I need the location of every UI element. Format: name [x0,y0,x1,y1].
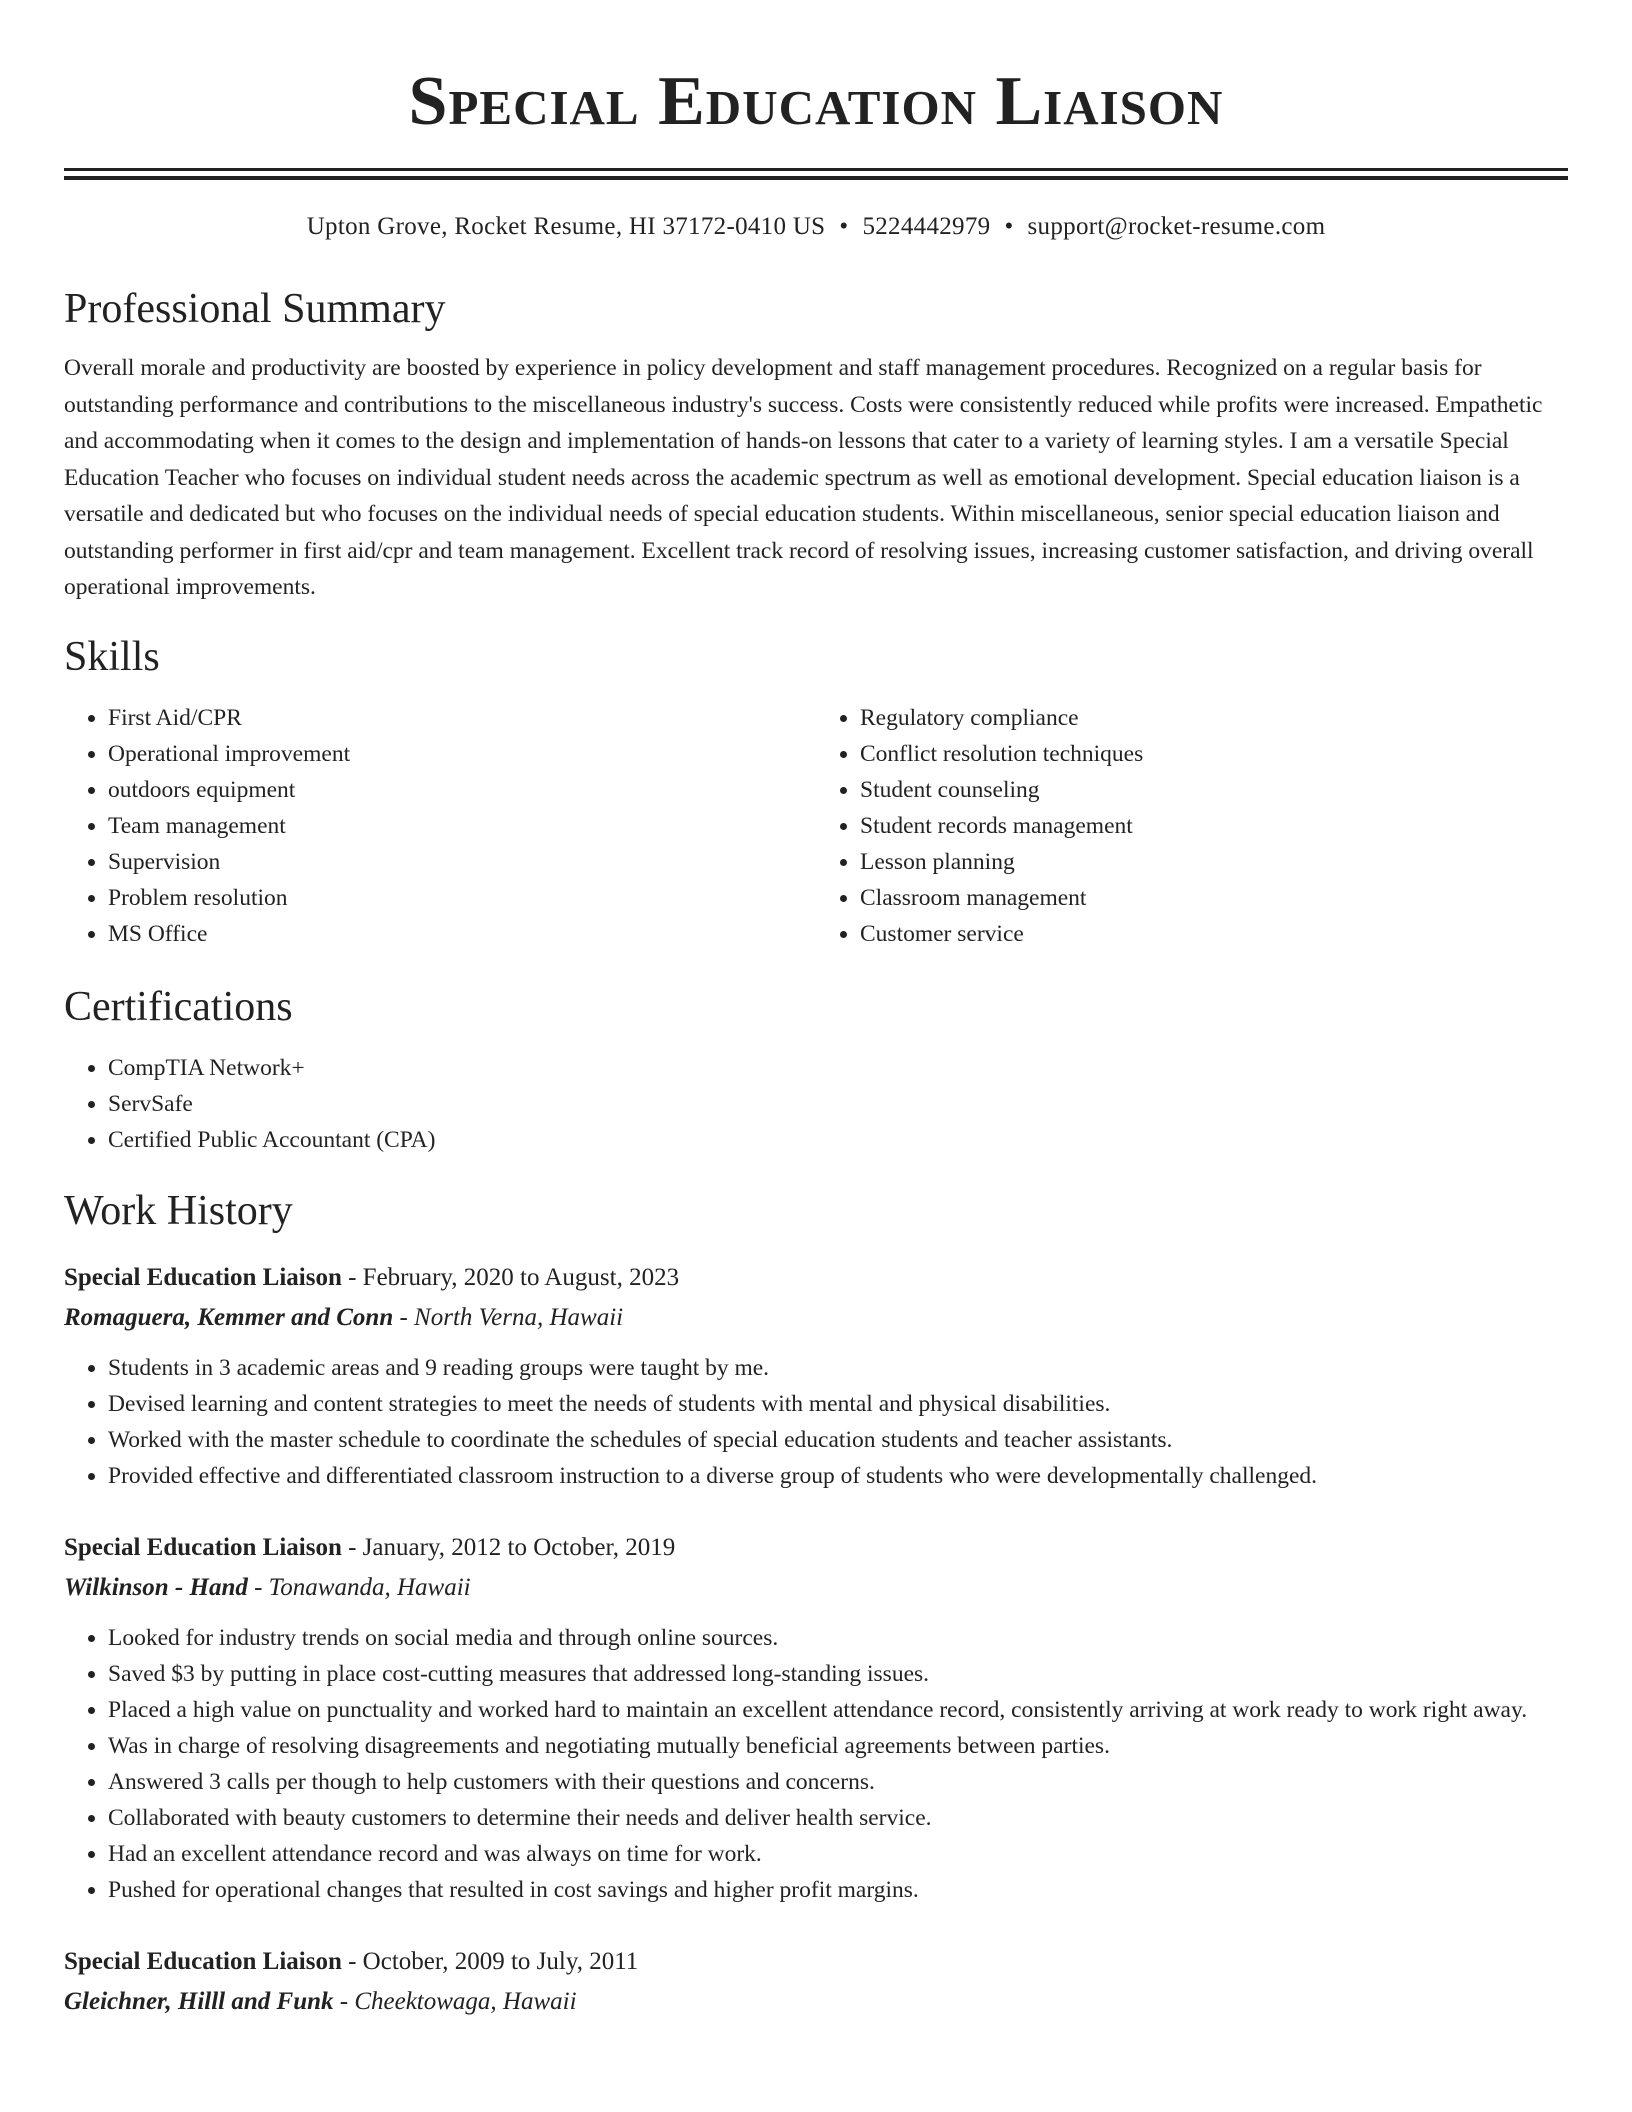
job-location: - North Verna, Hawaii [393,1303,624,1331]
job-bullets [64,1620,1568,1908]
job-bullets [64,1350,1568,1494]
skills-list-right [816,700,1568,952]
job-entry [64,1942,1568,2022]
job-company: Gleichner, Hilll and Funk [64,1987,334,2015]
job-bullet: • Students in 3 academic areas and 9 reading groups were taught by me. [108,1350,1568,1386]
section-heading-work-history: Work History [64,1187,293,1234]
job-entry [64,1258,1568,1494]
skill-item: • Lesson planning [860,844,1568,880]
job-company-line [64,1568,1568,1608]
skill-item: • Student records management [860,808,1568,844]
job-company: Wilkinson - Hand [64,1573,248,1601]
skill-item: • Supervision [108,844,816,880]
section-heading-skills: Skills [64,633,160,680]
job-title-line [64,1258,1568,1298]
job-dates: - February, 2020 to August, 2023 [341,1263,680,1291]
certifications-list [64,1050,1568,1158]
header-divider [64,168,1568,180]
contact-separator: • [839,213,849,240]
job-bullet: • Looked for industry trends on social media and through online sources. [108,1620,1568,1656]
certification-item: • ServSafe [108,1086,1568,1122]
job-title: Special Education Liaison [64,1533,342,1561]
skills-columns [64,700,1568,952]
section-heading-certifications: Certifications [64,983,293,1030]
job-bullet: • Was in charge of resolving disagreements and negotiating mutually beneficial agreements between parties. [108,1728,1568,1764]
job-location: - Tonawanda, Hawaii [247,1573,471,1601]
skill-item: • Operational improvement [108,736,816,772]
job-title-line [64,1528,1568,1568]
job-bullet: • Placed a high value on punctuality and worked hard to maintain an excellent attendance record, consistently arriving at work ready to work right away. [108,1692,1568,1728]
job-bullet: • Worked with the master schedule to coordinate the schedules of special education students and teacher assistants. [108,1422,1568,1458]
job-company: Romaguera, Kemmer and Conn [64,1303,394,1331]
job-bullet: • Had an excellent attendance record and was always on time for work. [108,1836,1568,1872]
certification-item: • Certified Public Accountant (CPA) [108,1122,1568,1158]
job-title: Special Education Liaison [64,1263,342,1291]
job-bullet: • Devised learning and content strategies to meet the needs of students with mental and physical disabilities. [108,1386,1568,1422]
contact-separator: • [1004,213,1014,240]
summary-paragraph: Overall morale and productivity are boosted by experience in policy development and staff management procedures. Recognized on a regular basis for outstanding performance and contributions to the miscellaneous industry's success. Costs were consistently reduced while profits were increased. Empathetic and accommodating when it comes to the design and implementation of hands-on lessons that cater to a variety of learning styles. I am a versatile Special Education Teacher who focuses on individual student needs across the academic spectrum as well as emotional development. Special education liaison is a versatile and dedicated but who focuses on the individual needs of special education students. Within miscellaneous, senior special education liaison and outstanding performer in first aid/cpr and team management. Excellent track record of resolving issues, increasing customer satisfaction, and driving overall operational improvements. [64,355,1543,600]
job-entry [64,1528,1568,1908]
skill-item: • Conflict resolution techniques [860,736,1568,772]
skills-list-left [64,700,816,952]
job-title: Special Education Liaison [64,1947,342,1975]
job-dates: - January, 2012 to October, 2019 [341,1533,676,1561]
contact-phone: 5224442979 [862,213,991,240]
skill-item: • Classroom management [860,880,1568,916]
job-bullet: • Saved $3 by putting in place cost-cutting measures that addressed long-standing issues. [108,1656,1568,1692]
job-bullet: • Answered 3 calls per though to help customers with their questions and concerns. [108,1764,1568,1800]
job-company-line [64,1298,1568,1338]
skill-item: • Student counseling [860,772,1568,808]
skill-item: • Team management [108,808,816,844]
skill-item: • outdoors equipment [108,772,816,808]
job-bullet: • Collaborated with beauty customers to determine their needs and deliver health service. [108,1800,1568,1836]
contact-line [64,210,1568,244]
skill-item: • Regulatory compliance [860,700,1568,736]
contact-email[interactable]: support@rocket-resume.com [1027,213,1326,240]
skill-item: • First Aid/CPR [108,700,816,736]
section-heading-summary: Professional Summary [64,286,446,332]
skill-item: • Customer service [860,916,1568,952]
skill-item: • Problem resolution [108,880,816,916]
certification-item: • CompTIA Network+ [108,1050,1568,1086]
job-title-line [64,1942,1568,1982]
job-company-line [64,1982,1568,2022]
job-bullet: • Pushed for operational changes that resulted in cost savings and higher profit margins. [108,1872,1568,1908]
job-bullet: • Provided effective and differentiated classroom instruction to a diverse group of students who were developmentally challenged. [108,1458,1568,1494]
job-dates: - October, 2009 to July, 2011 [341,1947,639,1975]
skill-item: • MS Office [108,916,816,952]
contact-address: Upton Grove, Rocket Resume, HI 37172-0410 US [306,213,826,240]
candidate-name: Special Education Liaison [408,63,1224,140]
job-location: - Cheektowaga, Hawaii [333,1987,577,2015]
